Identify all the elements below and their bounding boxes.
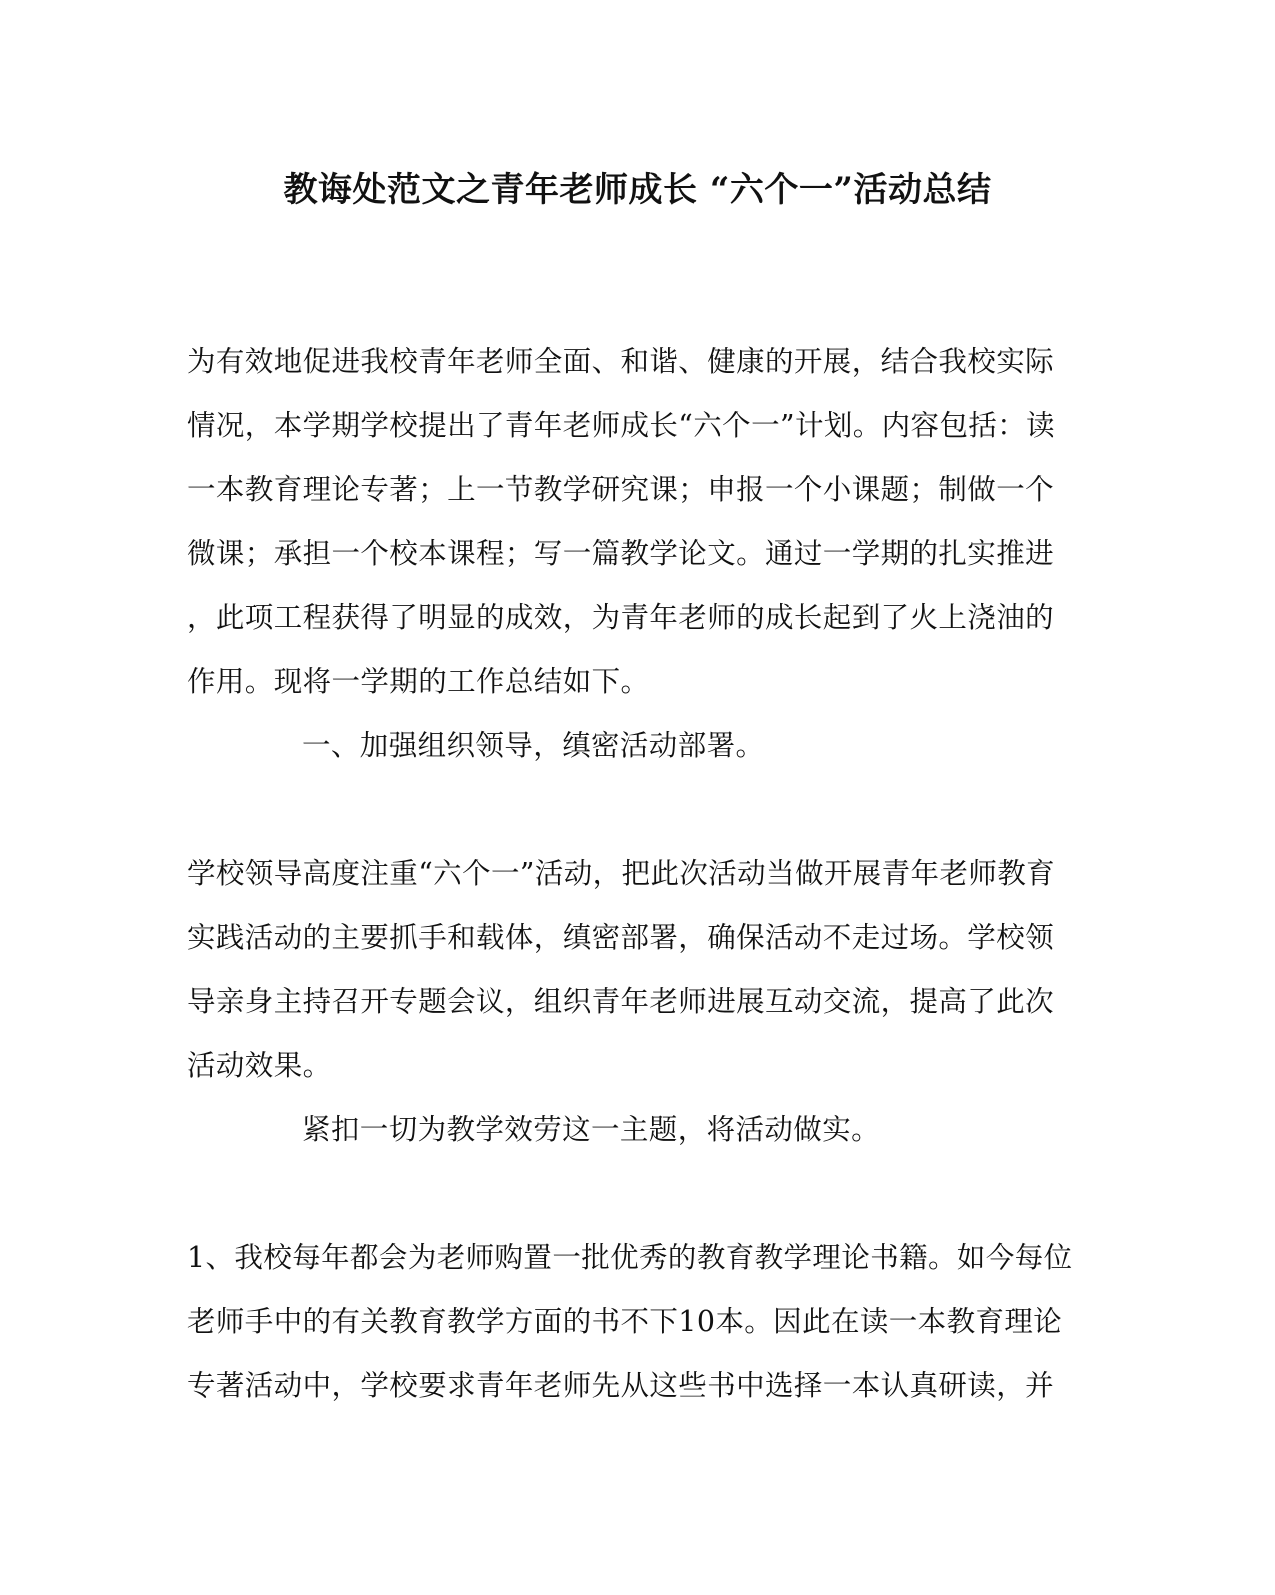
paragraph-line: ，此项工程获得了明显的成效，为青年老师的成长起到了火上浇油的	[187, 601, 1055, 634]
paragraph-line: 1、我校每年都会为老师购置一批优秀的教育教学理论书籍。如今每位	[187, 1241, 1073, 1274]
section-heading: 一、加强组织领导，缜密活动部署。	[302, 729, 765, 762]
paragraph-line: 微课；承担一个校本课程；写一篇教学论文。通过一学期的扎实推进	[187, 537, 1055, 570]
paragraph-line: 实践活动的主要抓手和载体，缜密部署，确保活动不走过场。学校领	[187, 921, 1055, 954]
paragraph-line: 为有效地促进我校青年老师全面、和谐、健康的开展，结合我校实际	[187, 345, 1055, 378]
paragraph-line: 导亲身主持召开专题会议，组织青年老师进展互动交流，提高了此次	[187, 985, 1055, 1018]
paragraph-line: 作用。现将一学期的工作总结如下。	[187, 665, 650, 698]
paragraph-line: 老师手中的有关教育教学方面的书不下10本。因此在读一本教育理论	[187, 1305, 1063, 1338]
paragraph-line: 学校领导高度注重“六个一”活动，把此次活动当做开展青年老师教育	[187, 857, 1056, 890]
document-title: 教诲处范文之青年老师成长 “六个一”活动总结	[283, 170, 992, 210]
paragraph-line: 情况，本学期学校提出了青年老师成长“六个一”计划。内容包括：读	[187, 409, 1056, 442]
paragraph-line: 专著活动中，学校要求青年老师先从这些书中选择一本认真研读，并	[187, 1369, 1055, 1402]
paragraph-line: 一本教育理论专著；上一节教学研究课；申报一个小课题；制做一个	[187, 473, 1055, 506]
paragraph-line: 活动效果。	[187, 1049, 332, 1082]
section-heading: 紧扣一切为教学效劳这一主题，将活动做实。	[302, 1113, 881, 1146]
